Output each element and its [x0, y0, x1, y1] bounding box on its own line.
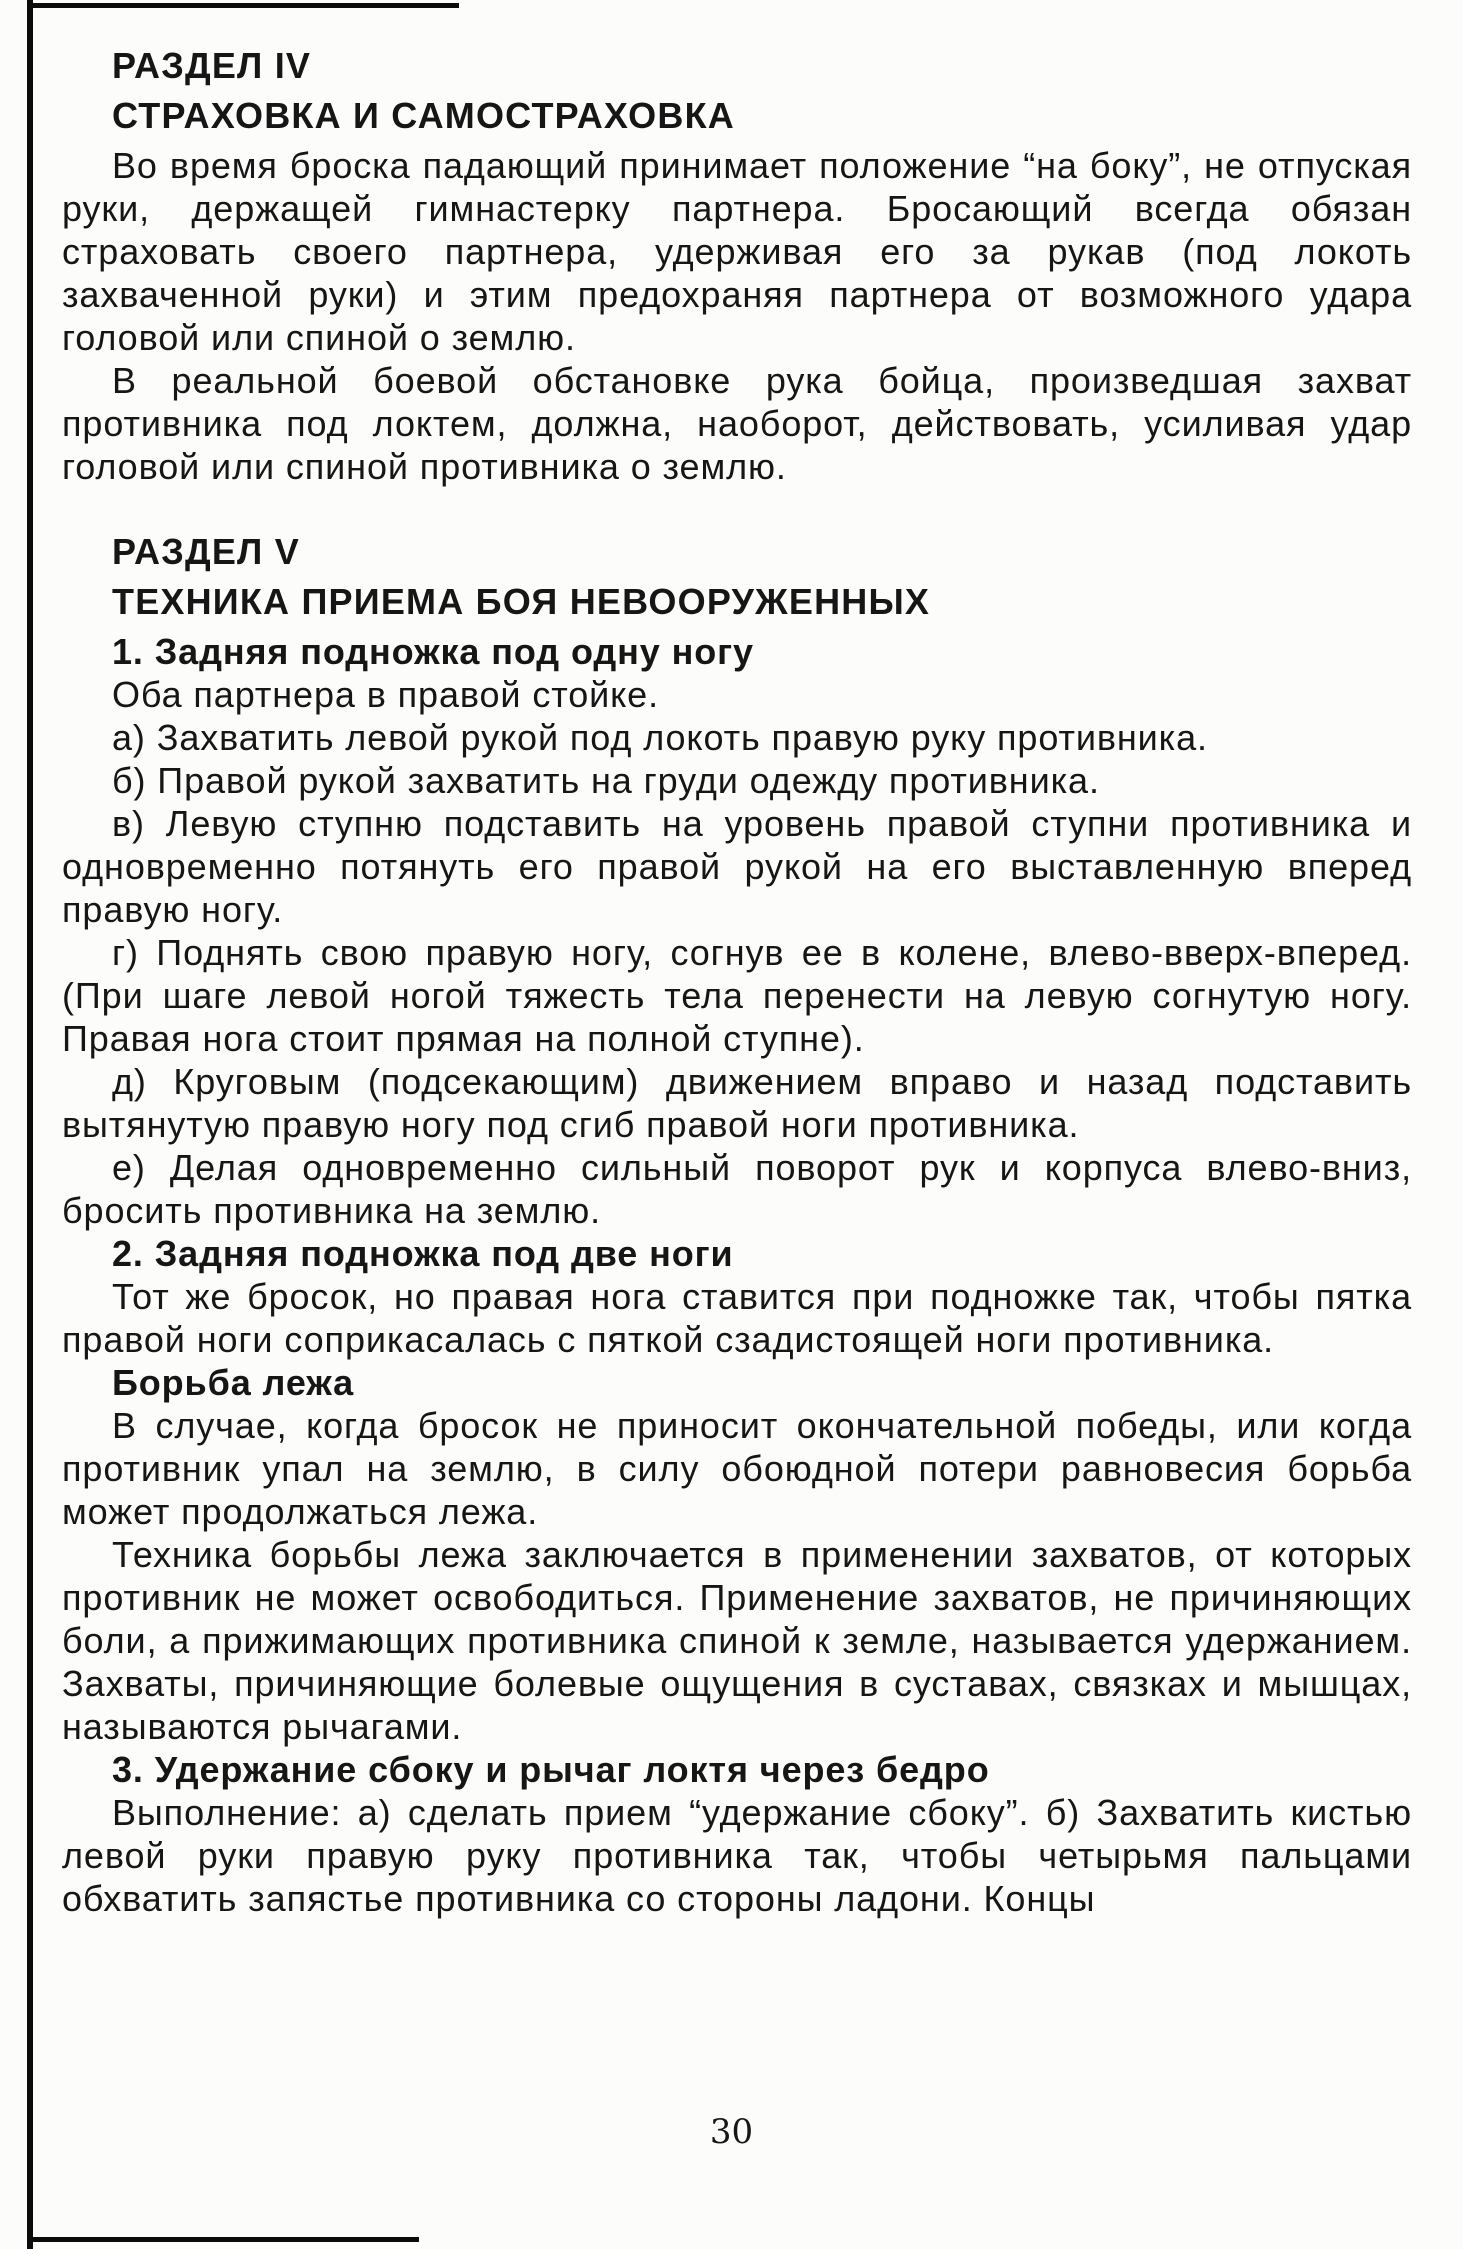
paragraph: В случае, когда бросок не приносит окончательной победы, или когда противник упал на землю, в силу обоюдной потери равновесия борьба может продолжаться лежа. [62, 1405, 1412, 1532]
scan-edge-bottom [27, 2237, 419, 2242]
section-heading: СТРАХОВКА И САМОСТРАХОВКА [112, 95, 735, 136]
page-number: 30 [709, 2112, 754, 2152]
paragraph: б) Правой рукой захватить на груди одежду противника. [112, 760, 1100, 801]
scan-edge-left [27, 0, 33, 2249]
section-heading: ТЕХНИКА ПРИЕМА БОЯ НЕВООРУЖЕННЫХ [112, 581, 931, 622]
page-content [62, 44, 1412, 1920]
paragraph: Техника борьбы лежа заключается в применении захватов, от которых противник не может освободиться. Применение захватов, не причиняющих боли, а прижимающих противника спиной к земле, называется удержанием. Захваты, причиняющие болевые ощущения в суставах, связках и мышцах, называются рычагами. [62, 1534, 1412, 1747]
paragraph: г) Поднять свою правую ногу, согнув ее в колене, влево-вверх-вперед. (При шаге левой ногой тяжесть тела перенести на левую согнутую ногу. Правая нога стоит прямая на полной ступне). [62, 932, 1412, 1059]
paragraph: Во время броска падающий принимает положение “на боку”, не отпуская руки, держащей гимнастерку партнера. Бросающий всегда обязан страховать своего партнера, удерживая его за рукав (под локоть захваченной руки) и этим предохраняя партнера от возможного удара головой или спиной о землю. [62, 145, 1412, 358]
paragraph: Тот же бросок, но правая нога ставится при подножке так, чтобы пятка правой ноги соприкасалась с пяткой сзадистоящей ноги противника. [62, 1276, 1412, 1360]
subheading: 2. Задняя подножка под две ноги [112, 1233, 734, 1274]
paragraph: В реальной боевой обстановке рука бойца, произведшая захват противника под локтем, должна, наоборот, действовать, усиливая удар головой или спиной противника о землю. [62, 360, 1412, 487]
paragraph: д) Круговым (подсекающим) движением вправо и назад подставить вытянутую правую ногу под сгиб правой ноги противника. [62, 1061, 1412, 1145]
subheading: 1. Задняя подножка под одну ногу [112, 631, 754, 672]
paragraph: Оба партнера в правой стойке. [112, 674, 660, 715]
paragraph: в) Левую ступню подставить на уровень правой ступни противника и одновременно потянуть его правой рукой на его выставленную вперед правую ногу. [62, 803, 1412, 930]
scan-edge-top [27, 3, 459, 8]
paragraph: а) Захватить левой рукой под локоть правую руку противника. [112, 717, 1208, 758]
section-heading: РАЗДЕЛ V [112, 531, 300, 572]
section-heading: РАЗДЕЛ IV [112, 45, 312, 86]
subheading: Борьба лежа [112, 1362, 355, 1403]
paragraph: е) Делая одновременно сильный поворот рук и корпуса влево-вниз, бросить противника на землю. [62, 1147, 1412, 1231]
subheading: 3. Удержание сбоку и рычаг локтя через бедро [112, 1749, 990, 1790]
paragraph: Выполнение: а) сделать прием “удержание сбоку”. б) Захватить кистью левой руки правую руку противника так, чтобы четырьмя пальцами обхватить запястье противника со стороны ладони. Концы [62, 1792, 1412, 1919]
